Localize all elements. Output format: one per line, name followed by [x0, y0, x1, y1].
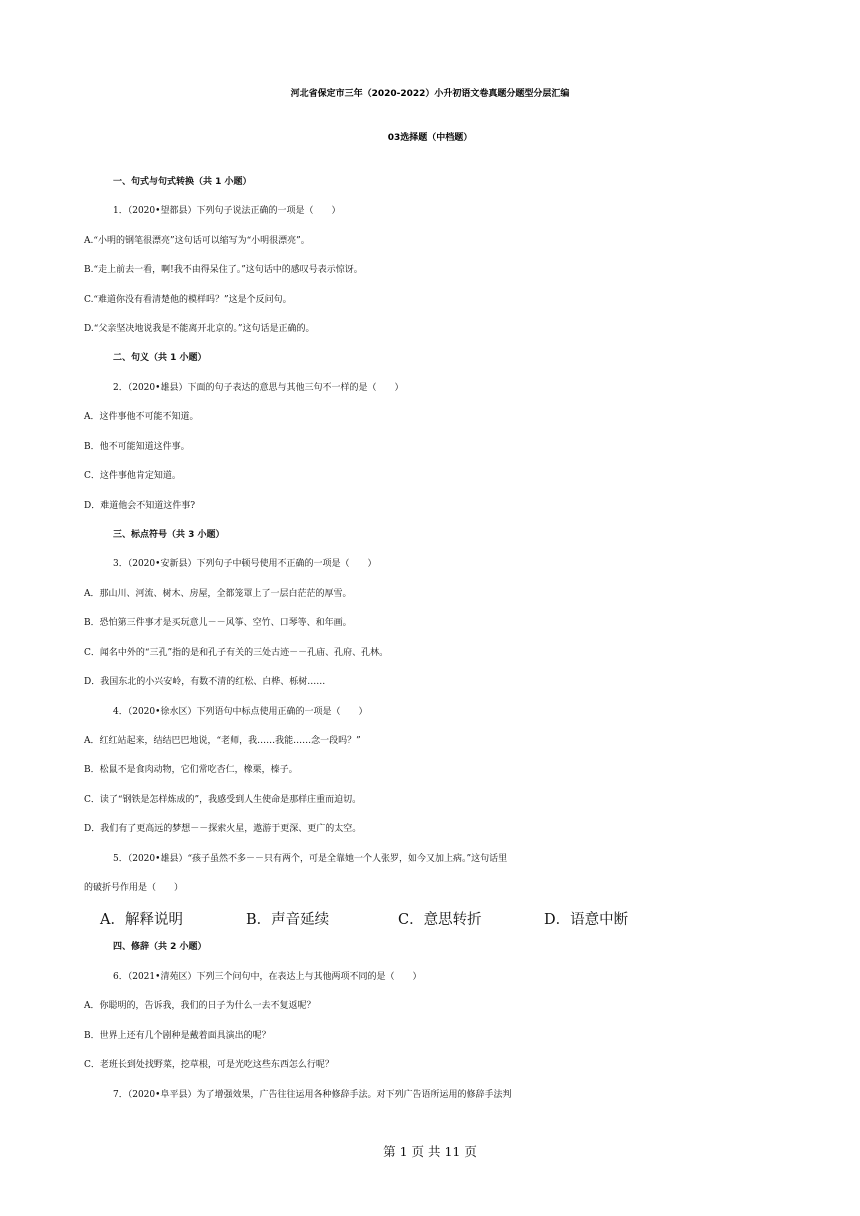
- question-option: B．松鼠不是食肉动物，它们常吃杏仁，橡栗，榛子。: [84, 765, 298, 775]
- question-option: D．我国东北的小兴安岭，有数不清的红松、白桦、栎树……: [84, 677, 326, 687]
- question-option: B．他不可能知道这件事。: [84, 442, 190, 452]
- question-option: C．读了“钢铁是怎样炼成的”，我感受到人生使命是那样庄重而迫切。: [84, 795, 362, 805]
- question-option: B．世界上还有几个剧种是戴着面具演出的呢？: [84, 1031, 271, 1041]
- document-title: 河北省保定市三年（2020-2022）小升初语文卷真题分题型分层汇编: [290, 89, 570, 99]
- question-option: B.“走上前去一看，啊!我不由得呆住了。”这句话中的感叹号表示惊讶。: [84, 265, 363, 275]
- question-stem: 7．（2020•阜平县）为了增强效果，广告往往运用各种修辞手法。对下列广告语所运用的修辞手法判: [113, 1090, 512, 1100]
- section-heading: 三、标点符号（共 3 小题）: [113, 530, 225, 540]
- question-stem: 5．（2020•雄县）“孩子虽然不多－－只有两个，可是全靠她一个人张罗，如今又加上病。”这句话里: [113, 854, 508, 864]
- page-footer: 第 1 页 共 11 页: [383, 1144, 477, 1159]
- question-option: C.“难道你没有看清楚他的模样吗？”这是个反问句。: [84, 295, 292, 305]
- question-option: B．恐怕第三件事才是买玩意儿－－风筝、空竹、口琴等、和年画。: [84, 618, 352, 628]
- question-option: A．这件事他不可能不知道。: [84, 412, 199, 422]
- section-heading: 一、句式与句式转换（共 1 小题）: [113, 177, 252, 187]
- question-option: D．语意中断: [544, 912, 629, 928]
- question-option: A．那山川、河流、树木、房屋，全都笼罩上了一层白茫茫的厚雪。: [84, 589, 352, 599]
- section-heading: 四、修辞（共 2 小题）: [113, 942, 207, 952]
- question-option: A．你聪明的，告诉我，我们的日子为什么一去不复返呢？: [84, 1001, 316, 1011]
- document-subtitle: 03选择题（中档题）: [387, 133, 473, 143]
- question-stem: 3．（2020•安新县）下列句子中顿号使用不正确的一项是（ ）: [113, 559, 377, 569]
- question-option: C．闻名中外的“三孔”指的是和孔子有关的三处古迹－－孔庙、孔府、孔林。: [84, 648, 389, 658]
- question-option: A.“小明的钢笔很漂亮”这句话可以缩写为“小明很漂亮”。: [84, 236, 310, 246]
- question-option: A．解释说明: [100, 912, 183, 928]
- question-option: D．我们有了更高远的梦想－－探索火星，遨游于更深、更广的太空。: [84, 824, 362, 834]
- question-stem: 1．（2020•望都县）下列句子说法正确的一项是（ ）: [113, 206, 341, 216]
- question-option: D．难道他会不知道这件事?: [84, 501, 196, 511]
- question-option: C．老班长到处找野菜，挖草根，可是光吃这些东西怎么行呢？: [84, 1060, 334, 1070]
- section-heading: 二、句义（共 1 小题）: [113, 353, 207, 363]
- question-stem-continuation: 的破折号作用是（ ）: [84, 883, 184, 893]
- question-stem: 4．（2020•徐水区）下列语句中标点使用正确的一项是（ ）: [113, 707, 368, 717]
- question-option: C．这件事他肯定知道。: [84, 471, 181, 481]
- question-option: D.“父亲坚决地说我是不能离开北京的。”这句话是正确的。: [84, 324, 315, 334]
- question-stem: 2．（2020•雄县）下面的句子表达的意思与其他三句不一样的是（ ）: [113, 383, 404, 393]
- question-option: B．声音延续: [246, 912, 330, 928]
- question-option: A．红红站起来，结结巴巴地说，“老师，我……我能……念一段吗？”: [84, 736, 361, 746]
- question-stem: 6．（2021•清苑区）下列三个问句中，在表达上与其他两项不同的是（ ）: [113, 972, 422, 982]
- question-option: C．意思转折: [398, 912, 482, 928]
